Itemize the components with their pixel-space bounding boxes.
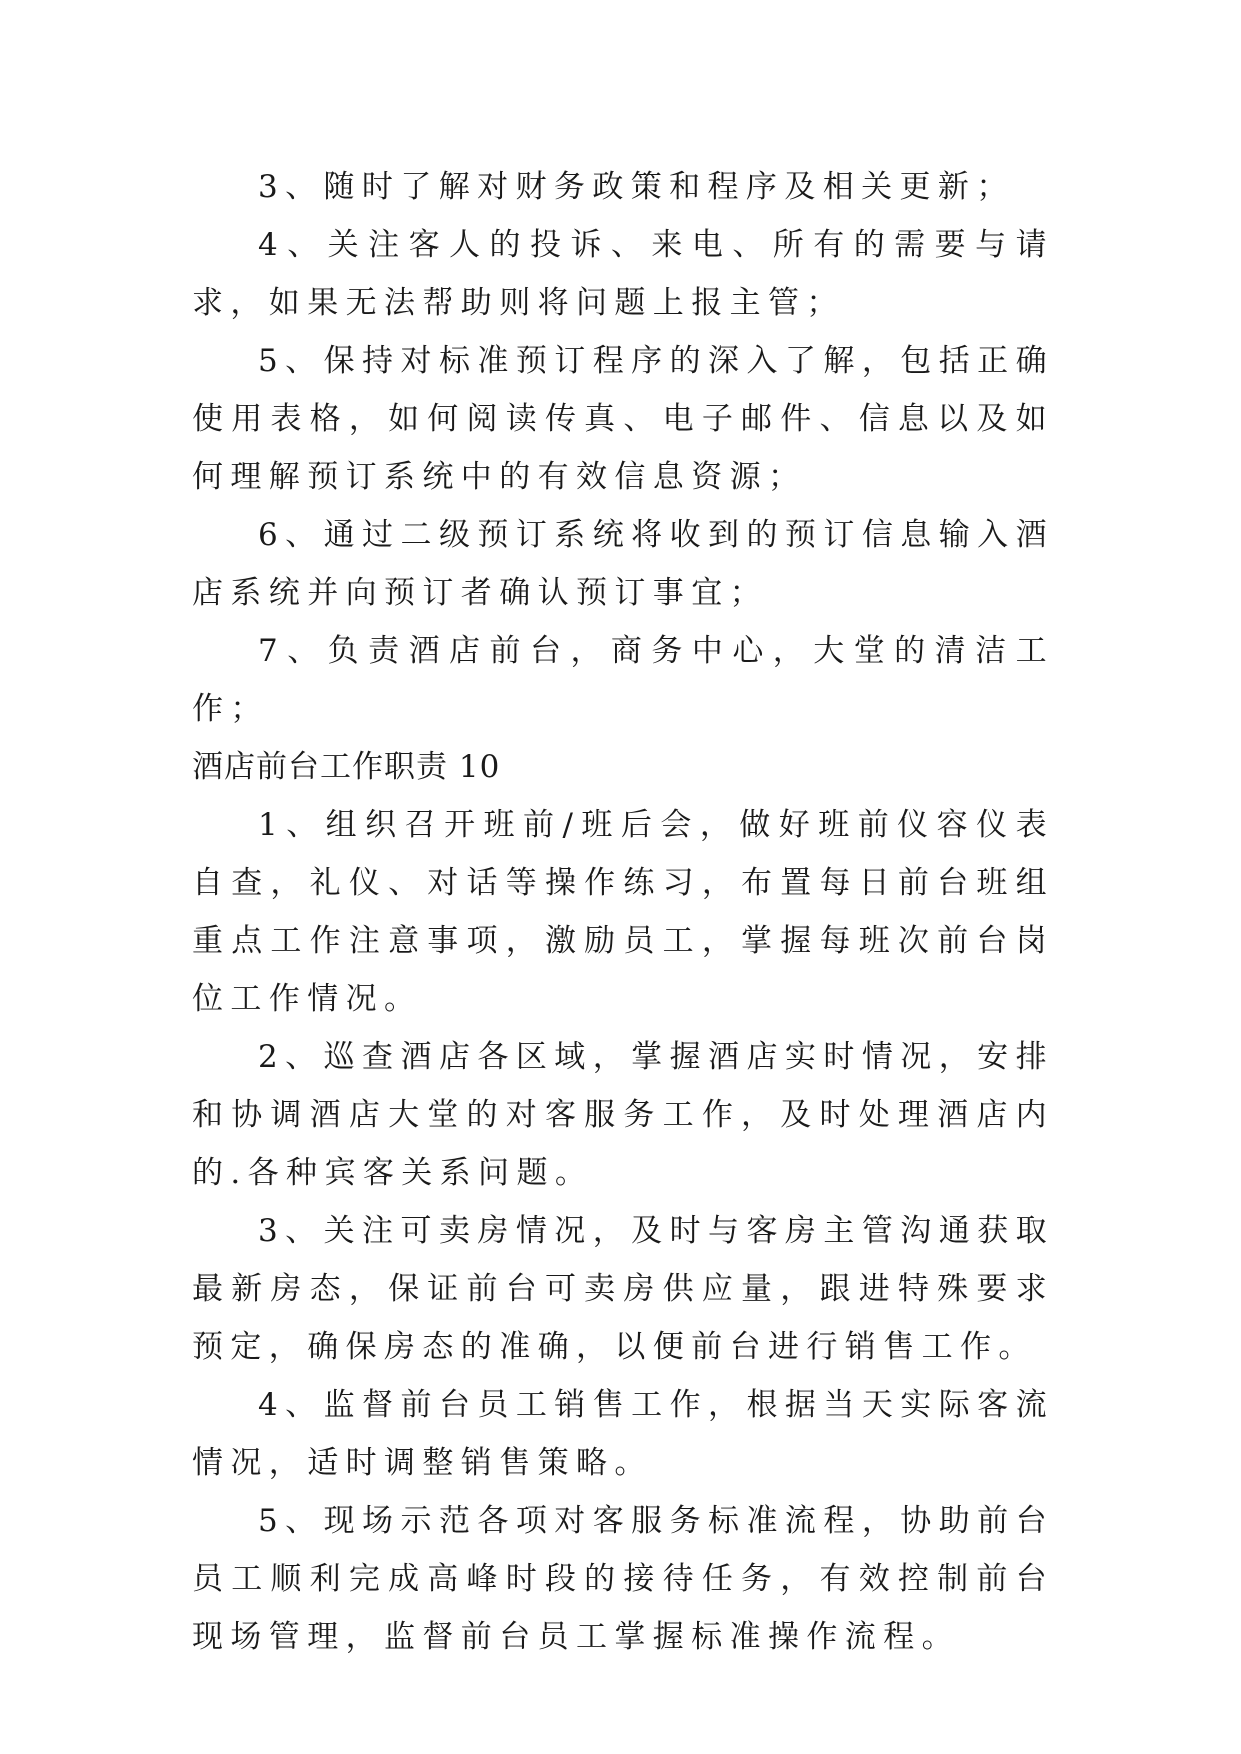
section-heading: 酒店前台工作职责 10 (192, 749, 501, 785)
list-item-5-reservation-procedure: 5、保持对标准预订程序的深入了解，包括正确使用表格，如何阅读传真、电子邮件、信息以及如何理解预订系统中的有效信息资源； (192, 343, 1054, 495)
list-item-3-finance-policy: 3、随时了解对财务政策和程序及相关更新； (258, 169, 1015, 205)
list-item-1-shift-meeting: 1、组织召开班前/班后会，做好班前仪容仪表自查，礼仪、对话等操作练习，布置每日前台班组重点工作注意事项，激励员工，掌握每班次前台岗位工作情况。 (192, 807, 1054, 1017)
document-body (192, 158, 1054, 1666)
list-item-5-service-standards: 5、现场示范各项对客服务标准流程，协助前台员工顺利完成高峰时段的接待任务，有效控制前台现场管理，监督前台员工掌握标准操作流程。 (192, 1503, 1054, 1655)
list-item-4-sales: 4、监督前台员工销售工作，根据当天实际客流情况，适时调整销售策略。 (192, 1387, 1054, 1481)
list-item-2-patrol: 2、巡查酒店各区域，掌握酒店实时情况，安排和协调酒店大堂的对客服务工作，及时处理酒店内的.各种宾客关系问题。 (192, 1039, 1054, 1191)
list-item-3-room-status: 3、关注可卖房情况，及时与客房主管沟通获取最新房态，保证前台可卖房供应量，跟进特殊要求预定，确保房态的准确，以便前台进行销售工作。 (192, 1213, 1054, 1365)
list-item-4-guest-complaints: 4、关注客人的投诉、来电、所有的需要与请求，如果无法帮助则将问题上报主管； (192, 227, 1054, 321)
list-item-7-cleaning: 7、负责酒店前台，商务中心，大堂的清洁工作； (192, 633, 1054, 727)
list-item-6-secondary-reservation: 6、通过二级预订系统将收到的预订信息输入酒店系统并向预订者确认预订事宜； (192, 517, 1054, 611)
